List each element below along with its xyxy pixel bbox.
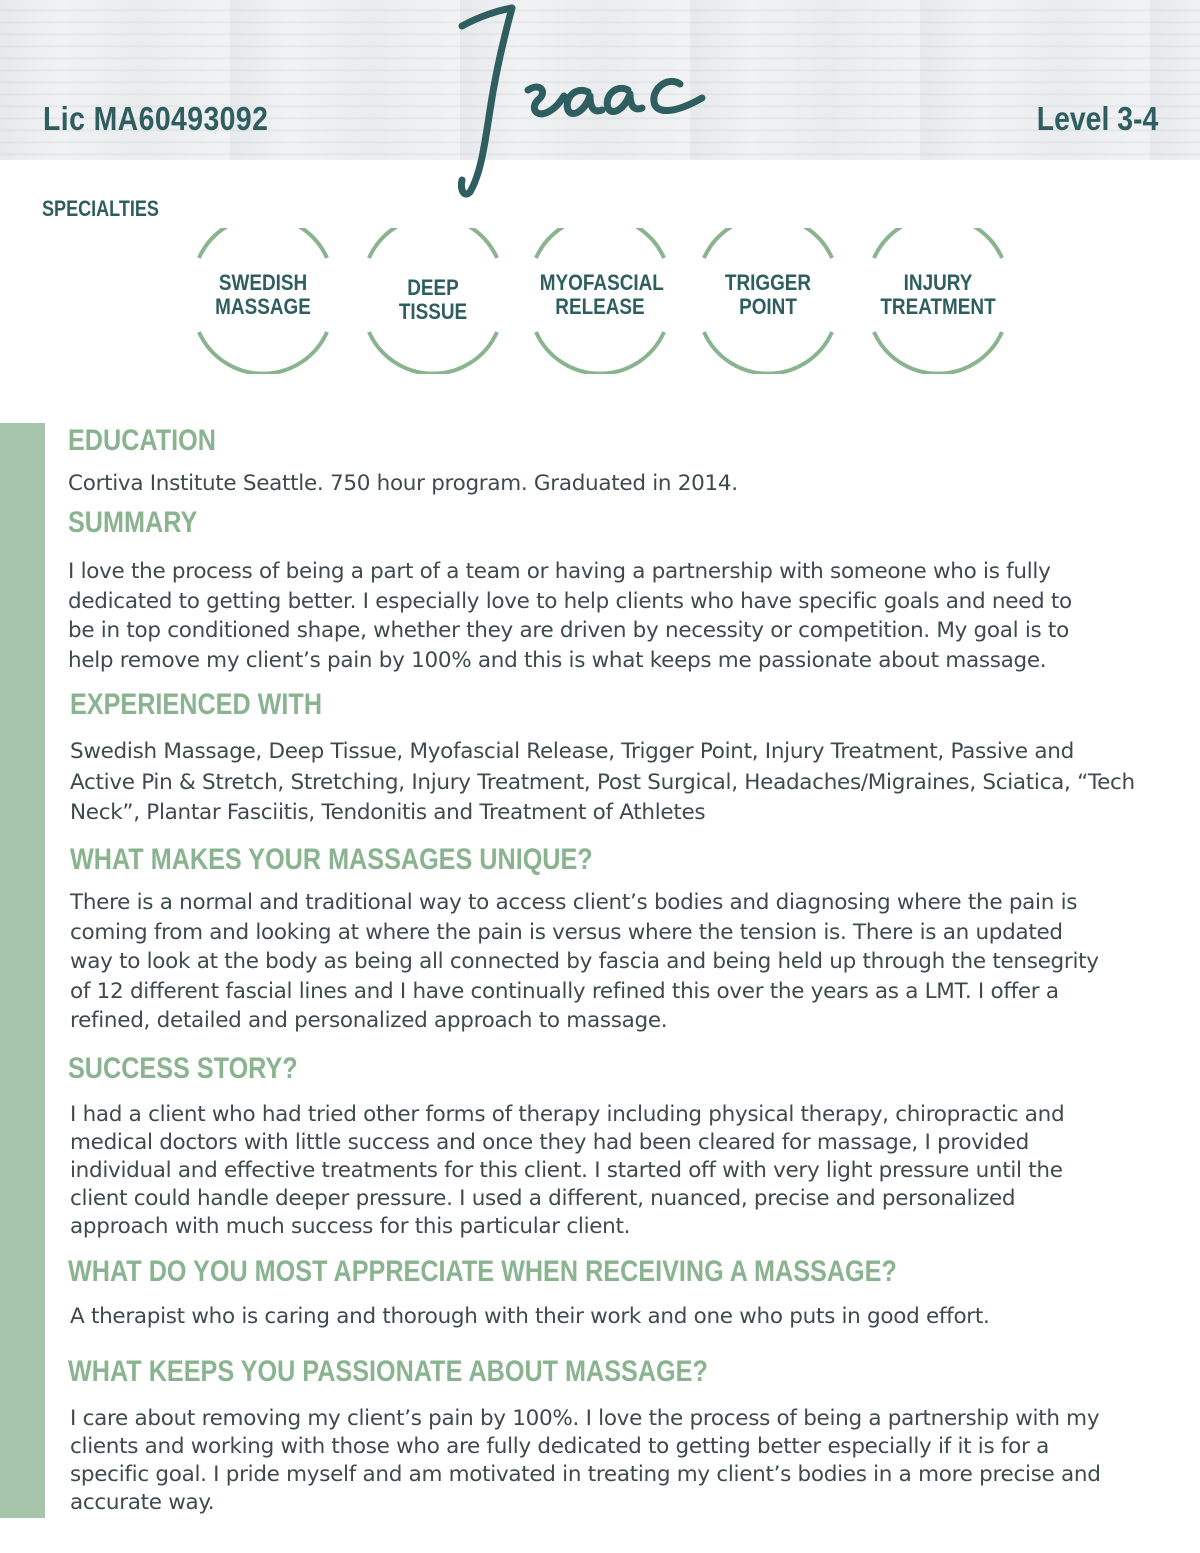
passionate-text: I care about removing my client’s pain by 100%. I love the process of being a partnership with my clients and working with those who are fully dedicated to getting better especially if it is for a specific goal. I pride myself and am motivated in treating my client’s bodies in a more precise and accurate way. xyxy=(70,1406,1101,1515)
specialty-trigger-point xyxy=(698,228,838,374)
experienced-heading: EXPERIENCED WITH xyxy=(70,688,323,721)
side-accent-bar xyxy=(0,423,45,1518)
appreciate-heading: WHAT DO YOU MOST APPRECIATE WHEN RECEIVING A MASSAGE? xyxy=(68,1255,897,1288)
specialty-label: TRIGGER POINT xyxy=(724,270,812,319)
specialty-swedish-massage xyxy=(193,228,333,374)
specialty-label: MYOFASCIAL RELEASE xyxy=(539,270,664,319)
unique-text: There is a normal and traditional way to access client’s bodies and diagnosing where the pain is coming from and looking at where the pain is versus where the tension is. There is an updated way to look at the body as being all connected by fascia and being held up through the tensegrity of 12 different fascial lines and I have continually refined this over the years as a LMT. I offer a refined, detailed and personalized approach to massage. xyxy=(70,890,1099,1033)
success-text: I had a client who had tried other forms of therapy including physical therapy, chiropractic and medical doctors with little success and once they had been cleared for massage, I provided individual and effective treatments for this client. I started off with very light pressure until the client could handle deeper pressure. I used a different, nuanced, precise and personalized approach with much success for this particular client. xyxy=(70,1102,1065,1239)
passionate-heading: WHAT KEEPS YOU PASSIONATE ABOUT MASSAGE? xyxy=(68,1355,708,1388)
specialty-label: SWEDISH MASSAGE xyxy=(215,270,311,319)
education-text: Cortiva Institute Seattle. 750 hour program. Graduated in 2014. xyxy=(68,471,738,496)
education-heading: EDUCATION xyxy=(68,424,216,457)
specialty-deep-tissue xyxy=(363,228,503,374)
summary-heading: SUMMARY xyxy=(68,506,198,539)
experienced-text: Swedish Massage, Deep Tissue, Myofascial Release, Trigger Point, Injury Treatment, Passive and Active Pin & Stretch, Stretching, Injury Treatment, Post Surgical, Headaches/Migraines, Sciatica, “Tech Neck”, Plantar Fasciitis, Tendonitis and Treatment of Athletes xyxy=(70,739,1135,825)
specialty-injury-treatment xyxy=(868,228,1008,374)
license-number: Lic MA60493092 xyxy=(43,100,269,137)
name-signature xyxy=(440,0,730,200)
success-heading: SUCCESS STORY? xyxy=(68,1052,298,1085)
specialty-myofascial-release xyxy=(530,228,670,374)
summary-text: I love the process of being a part of a team or having a partnership with someone who is fully dedicated to getting better. I especially love to help clients who have specific goals and need to be in top conditioned shape, whether they are driven by necessity or competition. My goal is to help remove my client’s pain by 100% and this is what keeps me passionate about massage. xyxy=(68,559,1072,673)
specialty-label: DEEP TISSUE xyxy=(398,275,468,324)
specialty-label: INJURY TREATMENT xyxy=(880,270,996,319)
unique-heading: WHAT MAKES YOUR MASSAGES UNIQUE? xyxy=(70,843,593,876)
specialties-label: SPECIALTIES xyxy=(42,196,159,221)
appreciate-text: A therapist who is caring and thorough with their work and one who puts in good effort. xyxy=(70,1304,990,1329)
experience-level: Level 3-4 xyxy=(1036,100,1158,137)
